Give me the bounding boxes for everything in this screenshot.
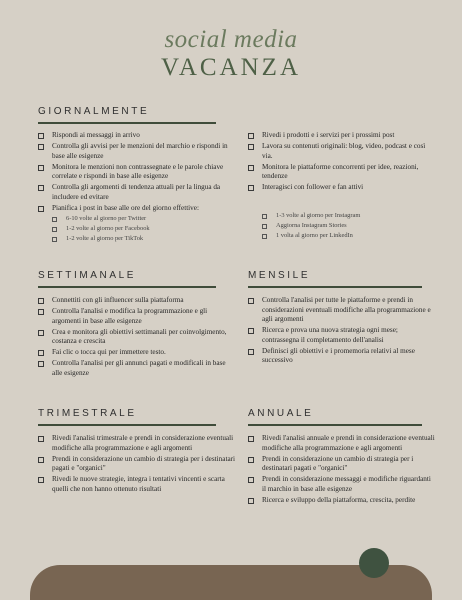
checklist-item[interactable]: Connettiti con gli influencer sulla piattaforma xyxy=(38,296,236,306)
checkbox[interactable] xyxy=(248,298,254,304)
checklist-item[interactable]: Controlla l'analisi per tutte le piattaforme e prendi in considerazioni eventuali modifiche alla programmazione e agli argomenti xyxy=(248,296,436,325)
checklist-item[interactable]: Prendi in considerazione messaggi e modifiche riguardanti il marchio in base alle esigenze xyxy=(248,475,436,494)
checklist-item[interactable]: Rivedi l'analisi annuale e prendi in considerazione eventuali modifiche alla programmazione e agli argomenti xyxy=(248,434,436,453)
checkbox[interactable] xyxy=(38,133,44,139)
section-heading: MENSILE xyxy=(248,270,422,288)
sub-checklist-item[interactable]: 1-2 volte al giorno per TikTok xyxy=(52,234,238,244)
checkbox[interactable] xyxy=(52,237,57,242)
section-heading: ANNUALE xyxy=(248,408,422,426)
title-subtitle: social media xyxy=(164,26,298,53)
settimanale-list xyxy=(38,296,236,380)
checkbox[interactable] xyxy=(38,350,44,356)
checkbox[interactable] xyxy=(248,165,254,171)
giornalmente-right-sublist xyxy=(248,211,436,241)
section-giornalmente xyxy=(38,106,216,124)
sub-checklist-item[interactable]: 1-2 volte al giorno per Facebook xyxy=(52,224,238,234)
section-mensile xyxy=(248,270,422,288)
checkbox[interactable] xyxy=(38,185,44,191)
decorative-circle xyxy=(359,548,389,578)
checklist-item[interactable]: Ricerca e sviluppo della piattaforma, crescita, perdite xyxy=(248,496,436,506)
sub-checklist-item[interactable]: Aggiorna Instagram Stories xyxy=(262,221,436,231)
checklist-item[interactable]: Crea e monitora gli obiettivi settimanali per coinvolgimento, costanza e crescita xyxy=(38,328,236,347)
checklist-item[interactable]: Lavora su contenuti originali: blog, video, podcast e così via. xyxy=(248,142,436,161)
checkbox[interactable] xyxy=(38,298,44,304)
annuale-list xyxy=(248,434,436,507)
checkbox[interactable] xyxy=(248,498,254,504)
sub-checklist-item[interactable]: 1-3 volte al giorno per Instagram xyxy=(262,211,436,221)
mensile-list xyxy=(248,296,436,367)
checkbox[interactable] xyxy=(38,206,44,212)
checklist-item[interactable]: Prendi in considerazione un cambio di strategia per i destinatari pagati e "organici" xyxy=(248,455,436,474)
checkbox[interactable] xyxy=(38,361,44,367)
checklist-item[interactable]: Rivedi i prodotti e i servizi per i prossimi post xyxy=(248,131,436,141)
checklist-item[interactable]: Fai clic o tocca qui per immettere testo. xyxy=(38,348,236,358)
checkbox[interactable] xyxy=(38,436,44,442)
checkbox[interactable] xyxy=(38,165,44,171)
checkbox[interactable] xyxy=(248,349,254,355)
checkbox[interactable] xyxy=(52,217,57,222)
sub-checklist-item[interactable]: 6-10 volte al giorno per Twitter xyxy=(52,214,238,224)
checkbox[interactable] xyxy=(38,457,44,463)
section-trimestrale xyxy=(38,408,216,426)
checkbox[interactable] xyxy=(248,477,254,483)
checklist-item[interactable]: Controlla l'analisi per gli annunci pagati e modificali in base alle esigenze xyxy=(38,359,236,378)
section-heading: SETTIMANALE xyxy=(38,270,216,288)
checklist-item[interactable]: Controlla l'analisi e modifica la programmazione e gli argomenti in base alle esigenze xyxy=(38,307,236,326)
checklist-item[interactable]: Rivedi l'analisi trimestrale e prendi in considerazione eventuali modifiche alla programmazione e agli argomenti xyxy=(38,434,236,453)
checklist-item[interactable]: Monitora le piattaforme concorrenti per idee, reazioni, tendenze xyxy=(248,163,436,182)
checkbox[interactable] xyxy=(262,234,267,239)
checkbox[interactable] xyxy=(262,214,267,219)
checkbox[interactable] xyxy=(52,227,57,232)
page-title: VACANZA xyxy=(161,54,301,81)
checkbox[interactable] xyxy=(38,330,44,336)
sub-checklist-item[interactable]: 1 volta al giorno per LinkedIn xyxy=(262,231,436,241)
section-heading: GIORNALMENTE xyxy=(38,106,216,124)
checkbox[interactable] xyxy=(262,224,267,229)
section-heading: TRIMESTRALE xyxy=(38,408,216,426)
checkbox[interactable] xyxy=(248,144,254,150)
checkbox[interactable] xyxy=(38,477,44,483)
checklist-item[interactable]: Rivedi le nuove strategie, integra i tentativi vincenti e scarta quelli che non hanno ottenuto risultati xyxy=(38,475,236,494)
checklist-item[interactable]: Rispondi ai messaggi in arrivo xyxy=(38,131,238,141)
checklist-item[interactable]: Definisci gli obiettivi e i promemoria relativi al mese successivo xyxy=(248,347,436,366)
checkbox[interactable] xyxy=(248,457,254,463)
checklist-item[interactable]: Ricerca e prova una nuova strategia ogni mese; contrassegna il completamento dell'analisi xyxy=(248,326,436,345)
checklist-item[interactable]: Pianifica i post in base alle ore del giorno effettive: 6-10 volte al giorno per Twitter 1-2 volte al giorno per Facebook 1-2 volte al giorno per TikTok xyxy=(38,204,238,245)
checklist-item[interactable]: Prendi in considerazione un cambio di strategia per i destinatari pagati e "organici" xyxy=(38,455,236,474)
checkbox[interactable] xyxy=(248,328,254,334)
checklist-item[interactable]: Interagisci con follower e fan attivi xyxy=(248,183,436,193)
checkbox[interactable] xyxy=(38,309,44,315)
sub-list xyxy=(52,214,238,244)
checkbox[interactable] xyxy=(248,436,254,442)
trimestrale-list xyxy=(38,434,236,496)
section-annuale xyxy=(248,408,422,426)
section-settimanale xyxy=(38,270,216,288)
checklist-item[interactable]: Controlla gli argomenti di tendenza attuali per la lingua da includere ed evitare xyxy=(38,183,238,202)
checkbox[interactable] xyxy=(248,133,254,139)
checkbox[interactable] xyxy=(38,144,44,150)
checklist-item[interactable]: Monitora le menzioni non contrassegnate e le parole chiave correlate e rispondi in base alle esigenze xyxy=(38,163,238,182)
giornalmente-right-list xyxy=(248,131,436,194)
checkbox[interactable] xyxy=(248,185,254,191)
giornalmente-left-list xyxy=(38,131,238,246)
checklist-item[interactable]: Controlla gli avvisi per le menzioni del marchio e rispondi in base alle esigenze xyxy=(38,142,238,161)
